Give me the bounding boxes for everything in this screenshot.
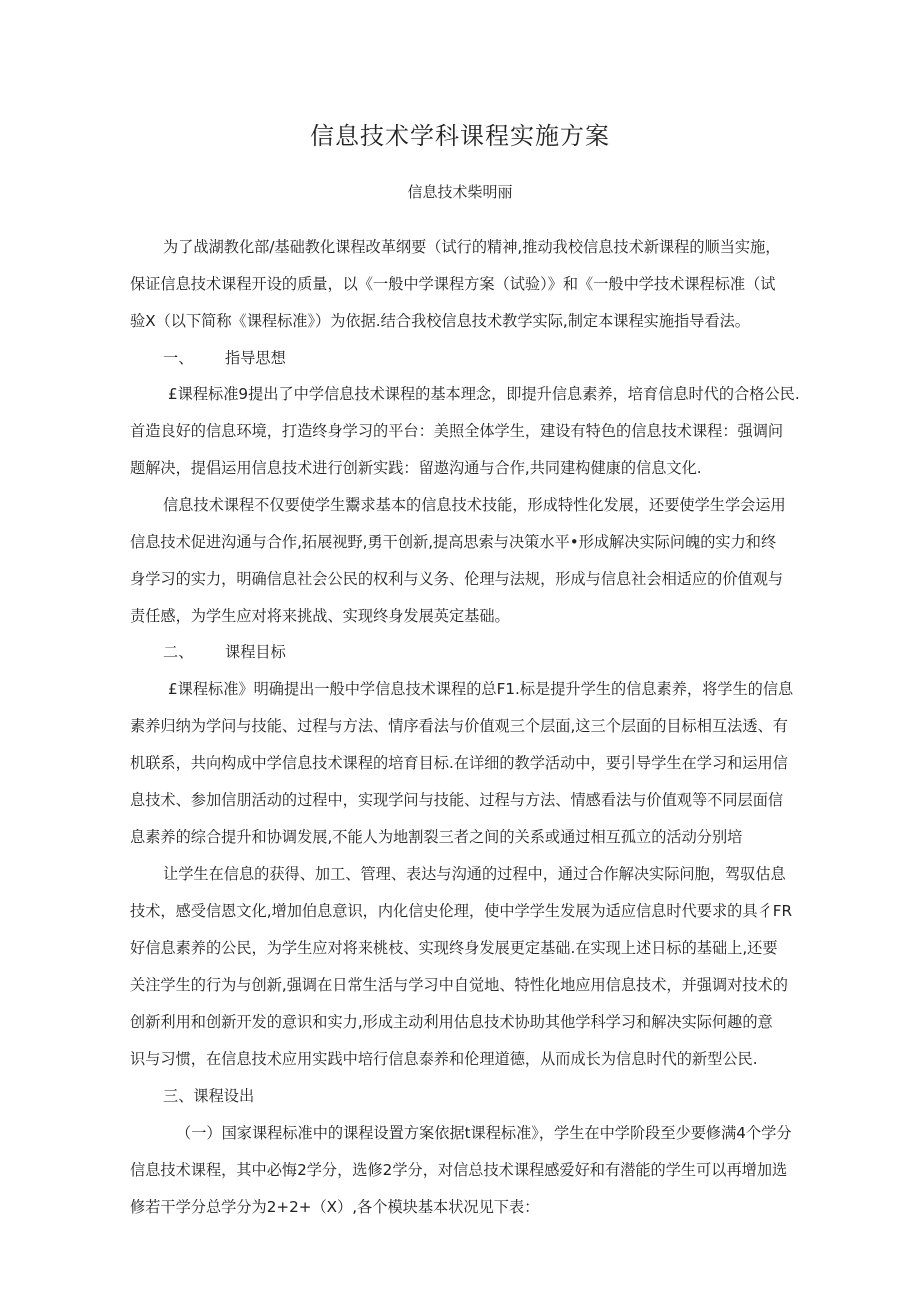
paragraph-line: 修若干学分总学分为2+2+（X）,各个模块基本状况见下表：	[130, 1198, 540, 1216]
paragraph-line: 让学生在信息的获得、加工、管理、表达与沟通的过程中，通过合作解决实际问胞，驾驭估息	[163, 865, 786, 883]
paragraph-line: 息技术、参加信朋活动的过程中，实现学问与技能、过程与方法、情感看法与价值观等不同层面信	[130, 791, 784, 809]
paragraph-line: 识与习惯，在信息技术应用实践中培行信息泰养和伦理道德，从而成长为信息时代的新型公民.	[130, 1050, 758, 1068]
paragraph-line: （一）国家课程标准中的课程设置方案依据t课程标准》，学生在中学阶段至少要修满4个学分	[176, 1124, 792, 1142]
paragraph-line: 为了战湖教化部/基础教化课程改革纲要（试行的精神,推动我校信息技术新课程的顺当实施，	[163, 238, 781, 256]
paragraph-line: 好信息素养的公民，为学生应对将来桃枝、实现终身发展更定基础.在实现上述日标的基础上,还要	[130, 939, 778, 957]
paragraph-line: 验X（以下简称《课程标准》）为依据.结合我校信息技术教学实际,制定本课程实施指导看法。	[130, 312, 750, 330]
document-title: 信息技术学科课程实施方案	[310, 122, 610, 150]
paragraph-line: 关注学生的行为与创新,强调在日常生活与学习中自觉地、特性化地应用信息技术，并强调对技术的	[130, 976, 788, 994]
section-heading-3: 三、课程设出	[163, 1087, 255, 1105]
paragraph-line: £课程标准9提出了中学信息技术课程的基本理念，即提升信息素养，培育信息时代的合格公民.	[168, 385, 800, 403]
paragraph-line: 信息技术课程，其中必悔2学分，选修2学分，对信总技术课程感爱好和有潜能的学生可以再增加选	[130, 1161, 788, 1179]
paragraph-line: 创新利用和创新开发的意识和实力,形成主动利用估息技术协助其他学科学习和解决实际何趣的意	[130, 1013, 773, 1031]
paragraph-line: 题解决，提倡运用信息技术进行创新实践：留遨沟通与合作,共同建构健康的信息文化.	[130, 459, 702, 477]
paragraph-line: 首造良好的信息环境，打造终身学习的平台：美照全体学生，建设有特色的信息技术课程：强调问	[130, 422, 784, 440]
paragraph-line: 身学习的实力，明确信息社会公民的权利与义务、伦理与法规，形成与信息社会相适应的价值观与	[130, 570, 784, 588]
section-heading-number: 二、	[163, 643, 194, 661]
paragraph-line: 责任感，为学生应对将来挑战、实现终身发展英定基础。	[130, 607, 510, 625]
section-heading-1	[163, 346, 810, 370]
paragraph-line: 信息技术促进沟通与合作,拓展视野,勇干创新,提高思索与决策水平•形成解决实际问魄的实力和终	[130, 533, 777, 551]
paragraph-line: £课程标准》明确提出一般中学信息技术课程的总F1.标是提升学生的信息素养，将学生的信息	[168, 680, 794, 698]
section-heading-text: 课程目标	[225, 643, 286, 661]
paragraph-line: 技术，感受信恩文化,增加伯息意识，内化信史伦理，使中学学生发展为适应信息时代要求的具彳FR	[130, 902, 792, 920]
paragraph-line: 机联系，共向构成中学信息技术课程的培育目标.在详细的教学活动中，要引导学生在学习和运用信	[130, 754, 788, 772]
section-heading-text: 指导思想	[225, 349, 286, 367]
section-heading-2	[163, 640, 810, 664]
document-author: 信息技术柴明丽	[407, 183, 513, 201]
paragraph-line: 息素养的综合提升和协调发展,不能人为地割裂三者之间的关系或通过相互孤立的活动分别培	[130, 828, 743, 846]
paragraph-line: 保证信息技术课程开设的质量，以《一般中学课程方案（试验）》和《一般中学技术课程标准（试	[130, 275, 776, 293]
section-heading-number: 一、	[163, 349, 194, 367]
paragraph-line: 信息技术课程不仅要使学生鬻求基本的信息技术技能，形成特性化发展，还要使学生学会运用	[163, 496, 786, 514]
paragraph-line: 素养归纳为学问与技能、过程与方法、情序看法与价值观三个层面,这三个层面的目标相互法透、有	[130, 717, 788, 735]
